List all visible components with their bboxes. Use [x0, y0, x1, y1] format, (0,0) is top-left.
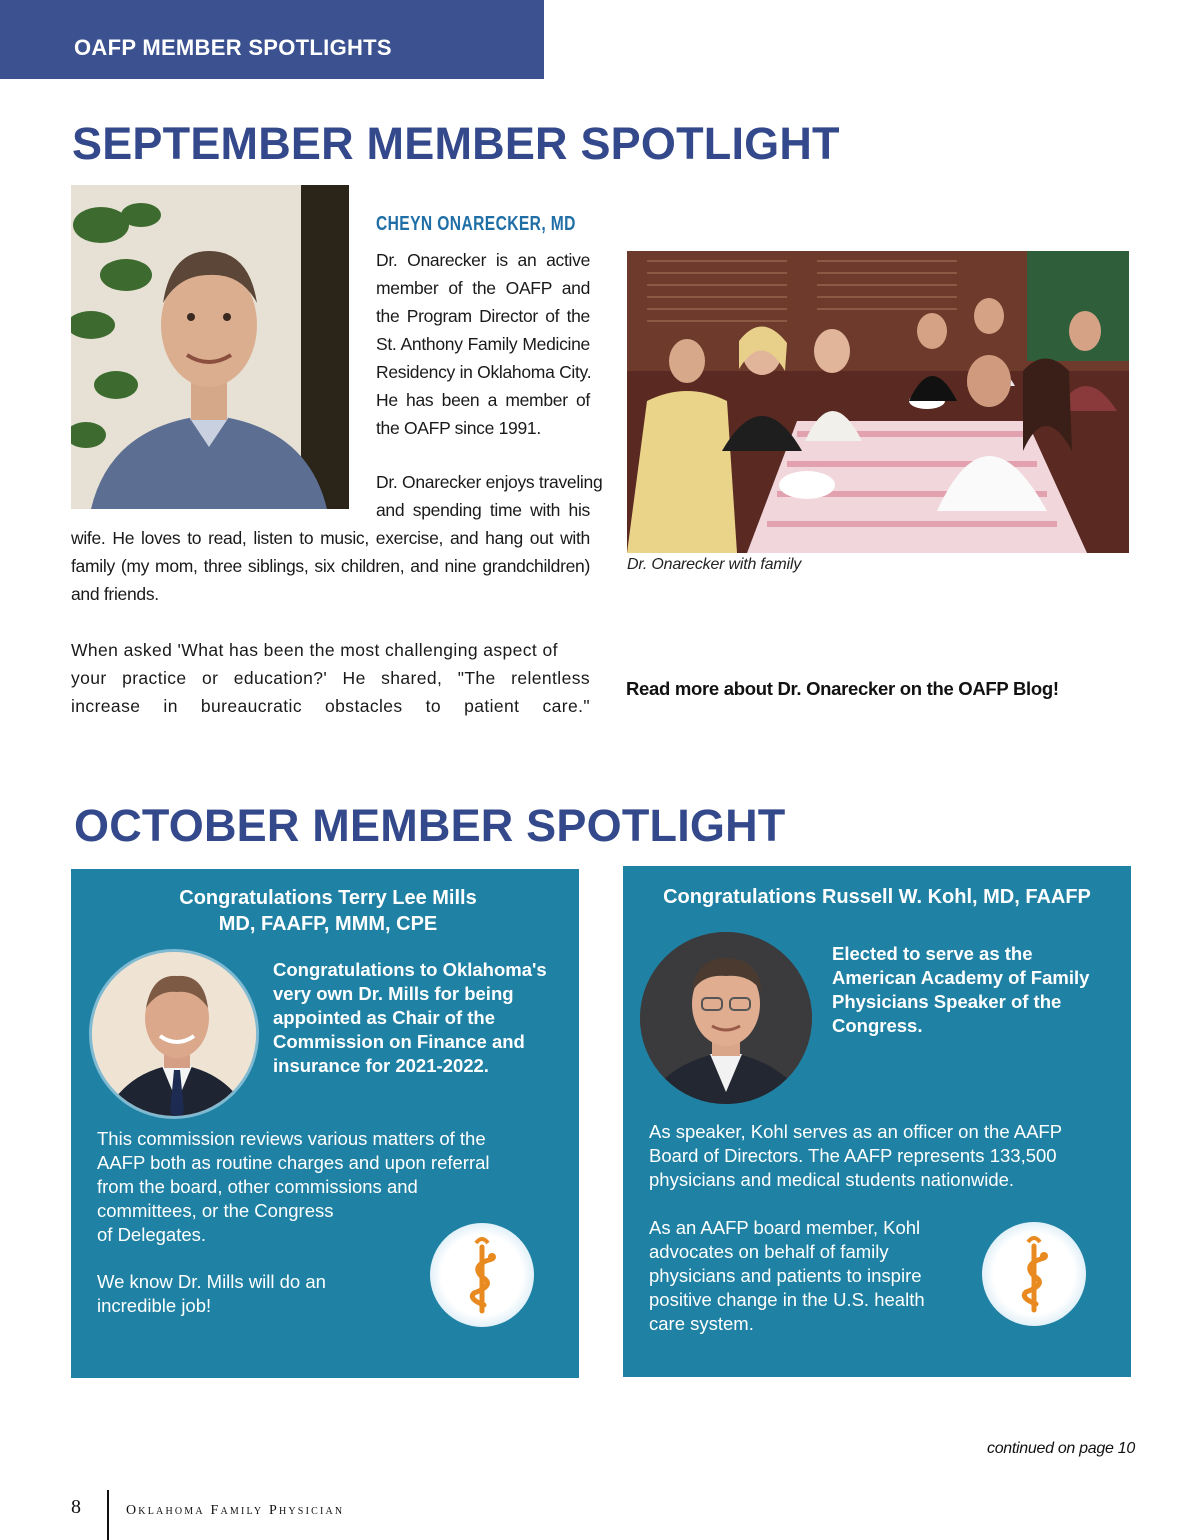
kohl-blurb	[832, 942, 1122, 1038]
mills-closing-line: We know Dr. Mills will do an	[97, 1271, 326, 1292]
mills-closing	[97, 1270, 397, 1318]
mills-body-line: AAFP both as routine charges and upon referral	[97, 1152, 490, 1173]
kohl-body	[649, 1120, 1119, 1192]
page-number: 8	[71, 1496, 81, 1518]
continued-note: continued on page 10	[987, 1440, 1135, 1457]
kohl-blurb-line: Physicians Speaker of the	[832, 991, 1062, 1012]
mills-blurb	[273, 958, 573, 1078]
hobbies-line: family (my mom, three siblings, six children, and nine grandchildren)	[71, 556, 590, 576]
october-title: OCTOBER MEMBER SPOTLIGHT	[74, 800, 786, 851]
kohl-closing-line: positive change in the U.S. health	[649, 1289, 925, 1310]
kohl-blurb-line: Elected to serve as the	[832, 943, 1033, 964]
hobbies-line: and spending time with his	[376, 500, 590, 520]
footer-divider	[107, 1490, 109, 1540]
kohl-body-line: As speaker, Kohl serves as an officer on the AAFP	[649, 1121, 1063, 1142]
intro-line: Residency in Oklahoma City.	[376, 362, 592, 382]
intro-line: Dr. Onarecker is an active	[376, 250, 590, 270]
hobbies-paragraph-bottom	[71, 524, 590, 608]
kohl-closing-line: As an AAFP board member, Kohl	[649, 1217, 921, 1238]
mills-body-line: committees, or the Congress	[97, 1200, 334, 1221]
kohl-closing-line: care system.	[649, 1313, 754, 1334]
kohl-portrait	[640, 932, 812, 1104]
read-more-link[interactable]: Read more about Dr. Onarecker on the OAFP Blog!	[626, 678, 1059, 699]
kohl-body-line: physicians and medical students nationwide.	[649, 1169, 1015, 1190]
aafp-emblem-icon	[982, 1222, 1086, 1326]
mills-blurb-line: insurance for 2021-2022.	[273, 1055, 489, 1076]
mills-blurb-line: Commission on Finance and	[273, 1031, 525, 1052]
mills-card-title	[71, 885, 585, 937]
kohl-closing-line: advocates on behalf of family	[649, 1241, 889, 1262]
kohl-closing-line: physicians and patients to inspire	[649, 1265, 922, 1286]
intro-line: the Program Director of the	[376, 306, 590, 326]
intro-line: He has been a member of	[376, 390, 590, 410]
september-title: SEPTEMBER MEMBER SPOTLIGHT	[72, 118, 840, 169]
header-label: OAFP MEMBER SPOTLIGHTS	[74, 35, 392, 60]
mills-body-line: of Delegates.	[97, 1224, 207, 1245]
family-photo	[627, 251, 1129, 553]
challenge-line: your practice or education?' He shared, "The relentless	[71, 668, 590, 688]
kohl-card-title: Congratulations Russell W. Kohl, MD, FAAFP	[663, 886, 1091, 908]
mills-portrait	[89, 949, 259, 1119]
mills-blurb-line: appointed as Chair of the	[273, 1007, 496, 1028]
challenge-line: When asked 'What has been the most challenging aspect of	[71, 640, 558, 660]
kohl-blurb-line: Congress.	[832, 1015, 923, 1036]
onarecker-portrait	[71, 185, 349, 509]
hobbies-line: wife. He loves to read, listen to music, exercise, and hang out with	[71, 528, 590, 548]
challenge-paragraph	[71, 636, 590, 720]
hobbies-line: and friends.	[71, 584, 159, 604]
mills-body-line: This commission reviews various matters of the	[97, 1128, 486, 1149]
aafp-emblem-icon	[430, 1223, 534, 1327]
publication-name: Oklahoma Family Physician	[126, 1503, 345, 1518]
challenge-line: increase in bureaucratic obstacles to patient care."	[71, 696, 590, 716]
mills-title-line: Congratulations Terry Lee Mills	[179, 887, 477, 909]
intro-line: the OAFP since 1991.	[376, 418, 541, 438]
mills-title-line: MD, FAAFP, MMM, CPE	[218, 913, 438, 935]
kohl-body-line: Board of Directors. The AAFP represents 133,500	[649, 1145, 1057, 1166]
header-bar	[0, 0, 544, 79]
mills-card	[71, 869, 579, 1378]
hobbies-line: Dr. Onarecker enjoys traveling	[376, 472, 603, 492]
onarecker-name: CHEYN ONARECKER, MD	[376, 213, 576, 235]
intro-line: St. Anthony Family Medicine	[376, 334, 590, 354]
kohl-closing	[649, 1216, 959, 1336]
mills-blurb-line: Congratulations to Oklahoma's	[273, 959, 547, 980]
mills-closing-line: incredible job!	[97, 1295, 212, 1316]
kohl-blurb-line: American Academy of Family	[832, 967, 1090, 988]
kohl-card	[623, 866, 1131, 1377]
mills-body-line: from the board, other commissions and	[97, 1176, 418, 1197]
intro-line: member of the OAFP and	[376, 278, 590, 298]
mills-blurb-line: very own Dr. Mills for being	[273, 983, 514, 1004]
hobbies-paragraph-top	[376, 468, 603, 524]
intro-paragraph	[376, 246, 590, 442]
photo-caption: Dr. Onarecker with family	[627, 556, 802, 573]
